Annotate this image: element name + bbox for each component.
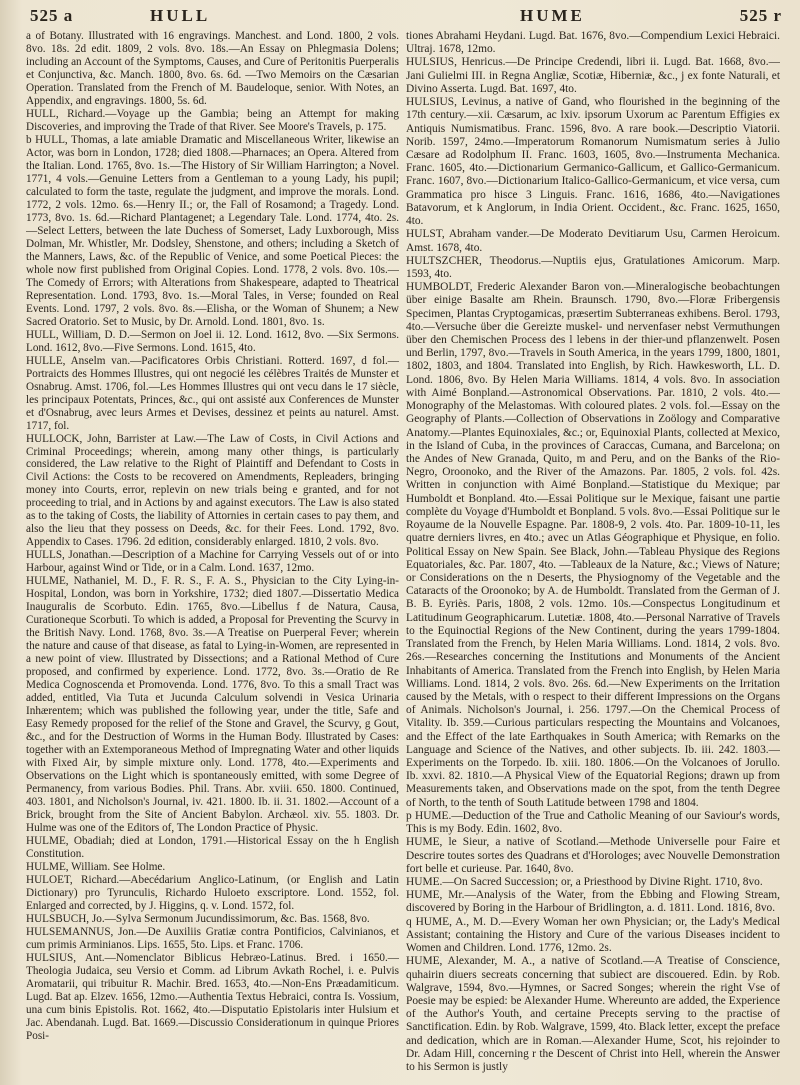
entry: HULLOCK, John, Barrister at Law.—The Law of Costs, in Civil Actions and Criminal Proceedings; wherein, among many other things, is particularly considered, the Law relative to the Right of Plaintiff and Defendant to Costs in Civil Actions: the Costs to be recovered on Amendments, Repleaders, bringing money into Courts, error, replevin on new trials being e granted, and for not proceeding to trial, and in Actions by and against executors. The Law is also stated as to the taking of Costs, the liability of Attornies in certain cases to pay them, and also the lieu that they possess on Deeds, &c. for their Fees. Lond. 1792, 8vo. Appendix to Cases. 1796. 2d edition, considerably enlarged. 1810, 2 vols. 8vo. (26, 432, 399, 549)
entry: HULSEMANNUS, Jon.—De Auxiliis Gratiæ contra Pontificios, Calvinianos, et cum primis Arminianos. Lips. 1655, 5to. Lips. et Franc. 1706. (26, 925, 399, 951)
entry: HUMBOLDT, Frederic Alexander Baron von.—Mineralogische beobachtungen über einige Basalte am Rhein. Braunsch. 1790, 8vo.—Floræ Fribergensis Specimen, Plantas Cryptogamicas, præsertim Subterraneas exhibens. Berol. 1793, 4to.—Versuche über die Gereizte muskel- und nervenfaser nebst Vermuthungen über den Chemischen Process des l lebens in der thier-und pflanzenwelt. Posen und Berlin, 1797, 8vo.—Travels in South America, in the years 1799, 1800, 1801, 1802, 1803, and 1804. Translated into English, by Rich. Hawkesworth, LL. D. Lond. 1806, 8vo. By Helen Maria Williams. 1814, 4 vols. 8vo. In association with Aimé Bonpland.—Astronomical Observations. Par. 1810, 2 vols. 4to.—Monography of the Melastomas. With coloured plates. 2 vols. fol.—Essay on the Geography of Plants.—Collection of Observations in Zoölogy and Comparative Anatomy.—Plantes Equinoxiales, &c.; or, Equinoxial Plants, collected at Mexico, in the Island of Cuba, in the provinces of Caraccas, Cumana, and Barcelona; on the Andes of New Granada, Quito, m and Peru, and on the Banks of the Rio-Negro, Oroonoko, and the River of the Amazons. Par. 1805, 2 vols. fol. 42s. Written in conjunction with Aimé Bonpland.—Statistique du Mexique; par Humboldt et Bonpland. 4to.—Essai Politique sur le Mexique, faisant une partie complète du Voyage d'Humboldt et Bonpland. 5 vols. 8vo.—Essai Politique sur le Royaume de la Nouvelle Espagne. Par. 1808-9, 2 vols. 4to. Par. 1809-10-11, les quatre derniers livres, en 4to.; avec un Atlas Géographique et Physique, en folio. Political Essay on New Spain. See Black, John.—Tableau Physique des Regions Equatoriales, &c. Par. 1807, 4to. —Tableaux de la Nature, &c.; Views of Nature; or Considerations on the n Deserts, the Physiognomy of the Vegetable and the Cataracts of the Oroonoko; by A. de Humboldt. Translated from the German of J. B. B. Eyriès. Paris, 1808, 2 vols. 12mo. 10s.—Conspectus Longitudinum et Latitudinum Geographicarum. Lutetiæ. 1808, 4to.—Personal Narrative of Travels to the Equinoctial Regions of the New Continent, during the years 1799-1804. Translated from the French, by Helen Maria Williams. Lond. 1814, 2 vols. 8vo. 26s.—Researches concerning the Institutions and Monuments of the Ancient Inhabitants of America. Translated from the French into English, by Helen Maria Williams. Lond. 1814, 2 vols. 8vo. 26s. 6d.—New Experiments on the Irritation caused by the Metals, with o respect to their different Impressions on the Organs of Animals. Nicholson's Journal, i. 256. 1797.—On the Chemical Process of Vitality. Ib. 359.—Curious particulars respecting the Mountains and Volcanoes, and the Effect of the late Earthquakes in South America; with Remarks on the Language and Science of the Natives, and other subjects. Ib. iii. 242. 1803.—Experiments on the Torpedo. Ib. xiii. 180. 1806.—On the Volcanoes of Jorullo. Ib. xxvi. 82. 1810.—A Physical View of the Equatorial Regions; drawn up from Measurements taken, and Observations made on the spot, from the tenth Degree of North, to the tenth of South Latitude between 1798 and 1804. (406, 281, 780, 809)
entry: q HUME, A., M. D.—Every Woman her own Physician; or, the Lady's Medical Assistant; containing the History and Cure of the various Diseases incident to Women and Children. Lond. 1776, 12mo. 2s. (406, 915, 780, 955)
entry: HULME, William. See Holme. (26, 861, 166, 873)
entry: HULTSZCHER, Theodorus.—Nuptiis ejus, Gratulationes Amicorum. Marp. 1593, 4to. (406, 254, 780, 280)
header-word-left: HULL (150, 6, 211, 25)
entry: HULL, Richard.—Voyage up the Gambia; being an Attempt for making Discoveries, and improving the Trade of that River. See Moore's Travels, p. 175. (26, 107, 399, 133)
page-number-left: 525 a (30, 6, 74, 25)
entry: HULSIUS, Ant.—Nomenclator Biblicus Hebræo-Latinus. Bred. i 1650.—Theologia Judaica, seu Versio et Comm. ad Librum Avkath Rochel, i. e. Pulvis Aromatarii, qui tribuitur R. Machir. Bred. 1653, 4to.—Non-Ens Præadamiticum. Lugd. Bat ap. Elzev. 1656, 12mo.—Authentia Textus Hebraici, contra Is. Vossium, una cum binis Epistolis. Rot. 1662, 4to.—Disputatio Epistolaris inter Hulsium et Jac. Abendanah. Lugd. Bat. 1669.—Discussio Considerationum in quinque Priores Posi- (26, 951, 399, 1042)
header-word-right: HUME (520, 6, 585, 25)
entry: HULLS, Jonathan.—Description of a Machine for Carrying Vessels out of or into Harbour, against Wind or Tide, or in a Calm. Lond. 1637, 12mo. (26, 549, 399, 575)
entry: HULME, Nathaniel, M. D., F. R. S., F. A. S., Physician to the City Lying-in-Hospital, London, was born in Yorkshire, 1732; died 1807.—Dissertatio Medica Inauguralis de Scorbuto. Edin. 1765, 8vo.—Libellus f de Natura, Causa, Curationeque Scorbuti. To which is added, a Proposal for Preventing the Scurvy in the British Navy. Lond. 1768, 8vo. 3s.—A Treatise on Puerperal Fever; wherein the nature and cause of that disease, as fatal to Lying-in-Women, are represented in a new point of view. Illustrated by Dissections; and a Rational Method of Cure proposed, and confirmed by experience. Lond. 1772, 8vo. 3s.—Oratio de Re Medica Cognoscenda et Promovenda. Lond. 1776, 8vo. To this a small Tract was added, entitled, Via Tuta et Jucunda Calculum solvendi in Vesica Urinaria Inhærentem; which was published the following year, under the title, Safe and Easy Remedy proposed for the relief of the Stone and Gravel, the Scurvy, g Gout, &c., and for the Destruction of Worms in the Human Body. Illustrated by Cases: together with an Extemporaneous Method of Impregnating Water and other liquids with Fixed Air, by simple mixture only. Lond. 1778, 4to.—Experiments and Observations on the Light which is spontaneously emitted, with some Degree of Permanency, from various Bodies. Phil. Trans. Abr. xviii. 650. 1800. Continued, 403. 1801, and Nicholson's Journal, iv. 421. 1800. Ib. ii. 31. 1802.—Account of a Brick, brought from the Site of Ancient Babylon. Archæol. xiv. 55. 1803. Dr. Hulme was one of the Editors of, The London Practice of Physic. (26, 575, 399, 835)
entry: a of Botany. Illustrated with 16 engravings. Manchest. and Lond. 1800, 2 vols. 8vo. 18s. 2d edit. 1809, 2 vols. 8vo. 18s.—An Essay on Phlegmasia Dolens; including an Account of the Symptoms, Causes, and Cure of Peritonitis Puerperalis et Conjunctiva, &c. Manch. 1800, 8vo. 6s. 6d. —Two Memoirs on the Cæsarian Operation. Translated from the French of M. Baudeloque, senior. With Notes, an Appendix, and engravings. 1800, 5s. 6d. (26, 30, 399, 107)
entry: HUME.—On Sacred Succession; or, a Priesthood by Divine Right. 1710, 8vo. (406, 876, 763, 888)
entry: HULL, William, D. D.—Sermon on Joel ii. 12. Lond. 1612, 8vo. —Six Sermons. Lond. 1612, 8vo.—Five Sermons. Lond. 1615, 4to. (26, 328, 399, 354)
entry: HULST, Abraham vander.—De Moderato Devitiarum Usu, Carmen Heroicum. Amst. 1678, 4to. (406, 228, 780, 254)
entry: HUME, Mr.—Analysis of the Water, from the Ebbing and Flowing Stream, discovered by Boring in the Harbour of Bridlington, a. d. 1811. Lond. 1816, 8vo. (406, 889, 780, 915)
page-number-right: 525 r (739, 6, 782, 25)
entry: HULME, Obadiah; died at London, 1791.—Historical Essay on the h English Constitution. (26, 835, 399, 861)
entry: HULLE, Anselm van.—Pacificatores Orbis Christiani. Rotterd. 1697, d fol.—Portraicts des Hommes Illustres, qui ont negocié les célèbres Traités de Munster et Osnabrug. Amst. 1706, fol.—Les Hommes Illustres qui ont vecu dans le 17 siècle, les principaux Potentats, Princes, &c., qui ont assisté aux Conferences de Munster et d'Osnabrug, avec leurs Armes et Devises, dessinez et peints au naturel. Amst. 1717, fol. (26, 354, 399, 432)
running-header (30, 6, 782, 28)
entry: HULSBUCH, Jo.—Sylva Sermonum Jucundissimorum, &c. Bas. 1568, 8vo. (26, 912, 370, 925)
entry: HULSIUS, Henricus.—De Principe Credendi, libri ii. Lugd. Bat. 1668, 8vo.—Jani Gulielmi III. in Regna Angliæ, Scotiæ, Hiberniæ, &c., j ex fonte Naturali, et Divino Asserta. Lugd. Bat. 1697, 4to. (406, 56, 780, 95)
entry: HULOET, Richard.—Abecédarium Anglico-Latinum, (or English and Latin Dictionary) pro Tyrunculis, Richardo Huloeto exscriptore. Lond. 1552, fol. Enlarged and corrected, by J. Higgins, q. v. Lond. 1572, fol. (26, 873, 399, 912)
left-column (26, 30, 399, 1075)
entry: HULSIUS, Levinus, a native of Gand, who flourished in the beginning of the 17th century.—xii. Cæsarum, ac lxiv. ipsorum Uxorum ac Parentum Effigies ex Antiquis Numismatibus. Franc. 1596, 8vo. A rare book.—Descriptio Viatorii. Norib. 1597, 24mo.—Imperatorum Romanorum Numismatum series à Julio Cæsare ad Rodolphum II. Franc. 1603, 1605, 8vo.—Instrumenta Mechanica. Franc. 1605, 4to.—Dictionarium Germanico-Gallicum, et Gallico-Germanicum. Franc. 1607, 8vo.—Dictionarium Italico-Gallico-Germanicum, et vice versa, cum Grammatica pro hisce 3 Linguis. Franc. 1616, 1686, 4to.—Navigationes Batavorum, et k Anglorum, in India Orient. Occident., &c. Franc. 1625, 1650, 4to. (406, 96, 780, 228)
entry: HUME, le Sieur, a native of Scotland.—Methode Universelle pour Faire et Descrire toutes sortes des Quadrans et d'Horologes; avec Nouvelle Demonstration fort belle et curieuse. Par. 1640, 8vo. (406, 836, 780, 875)
entry: HUME, Alexander, M. A., a native of Scotland.—A Treatise of Conscience, quhairin diuers secreats concerning that subiect are discouered. Edin. by Rob. Walgrave, 1594, 8vo.—Hymnes, or Sacred Songes; wherein the right Vse of Poesie may be espied: be Alexander Hume. Whereunto are added, the Experience of the Author's Youth, and certaine Precepts serving to the practise of Sanctification. Edin. by Rob. Walgrave, 1599, 4to. Black letter, except the preface and dedication, which are in Roman.—Alexander Hume, Scot, his rejoinder to Dr. Adam Hill, concerning r the Descent of Christ into Hell, wherein the Answer to his Sermon is justly (406, 955, 780, 1074)
entry: p HUME.—Deduction of the True and Catholic Meaning of our Saviour's words, This is my Body. Edin. 1602, 8vo. (406, 809, 780, 836)
right-column (406, 30, 780, 1075)
entry: tiones Abrahami Heydani. Lugd. Bat. 1676, 8vo.—Compendium Lexici Hebraici. Ultraj. 1678, 12mo. (406, 30, 780, 56)
entry: b HULL, Thomas, a late amiable Dramatic and Miscellaneous Writer, likewise an Actor, was born in London, 1728; died 1808.—Pharnaces; an Opera. Altered from the Italian. Lond. 1765, 8vo. 1s.—The History of Sir William Harrington; a Novel. 1771, 4 vols.—Genuine Letters from a Gentleman to a young Lady, his pupil; calculated to form the taste, regulate the judgment, and improve the morals. Lond. 1772, 2 vols. 12mo. 6s.—Henry II.; or, the Fall of Rosamond; a Tragedy. Lond. 1773, 8vo. 1s. 6d.—Richard Plantagenet; a Legendary Tale. Lond. 1774, 4to. 2s. —Select Letters, between the late Duchess of Somerset, Lady Luxborough, Miss Dolman, Mr. Whistler, Mr. Dodsley, Shenstone, and others; including a Sketch of the Manners, Laws, &c. of the Republic of Venice, and some Poetical Pieces: the whole now first published from Original Copies. Lond. 1778, 2 vols. 8vo. 10s.—The Comedy of Errors; with Alterations from Shakespeare, adapted to Theatrical Representation. Lond. 1793, 8vo. 1s.—Moral Tales, in Verse; founded on Real Events. Lond. 1797, 2 vols. 8vo. 8s.—Elisha, or the Woman of Shunem; a New Sacred Oratorio. Set to Music, by Dr. Arnold. Lond. 1801, 8vo. 1s. (26, 133, 399, 328)
